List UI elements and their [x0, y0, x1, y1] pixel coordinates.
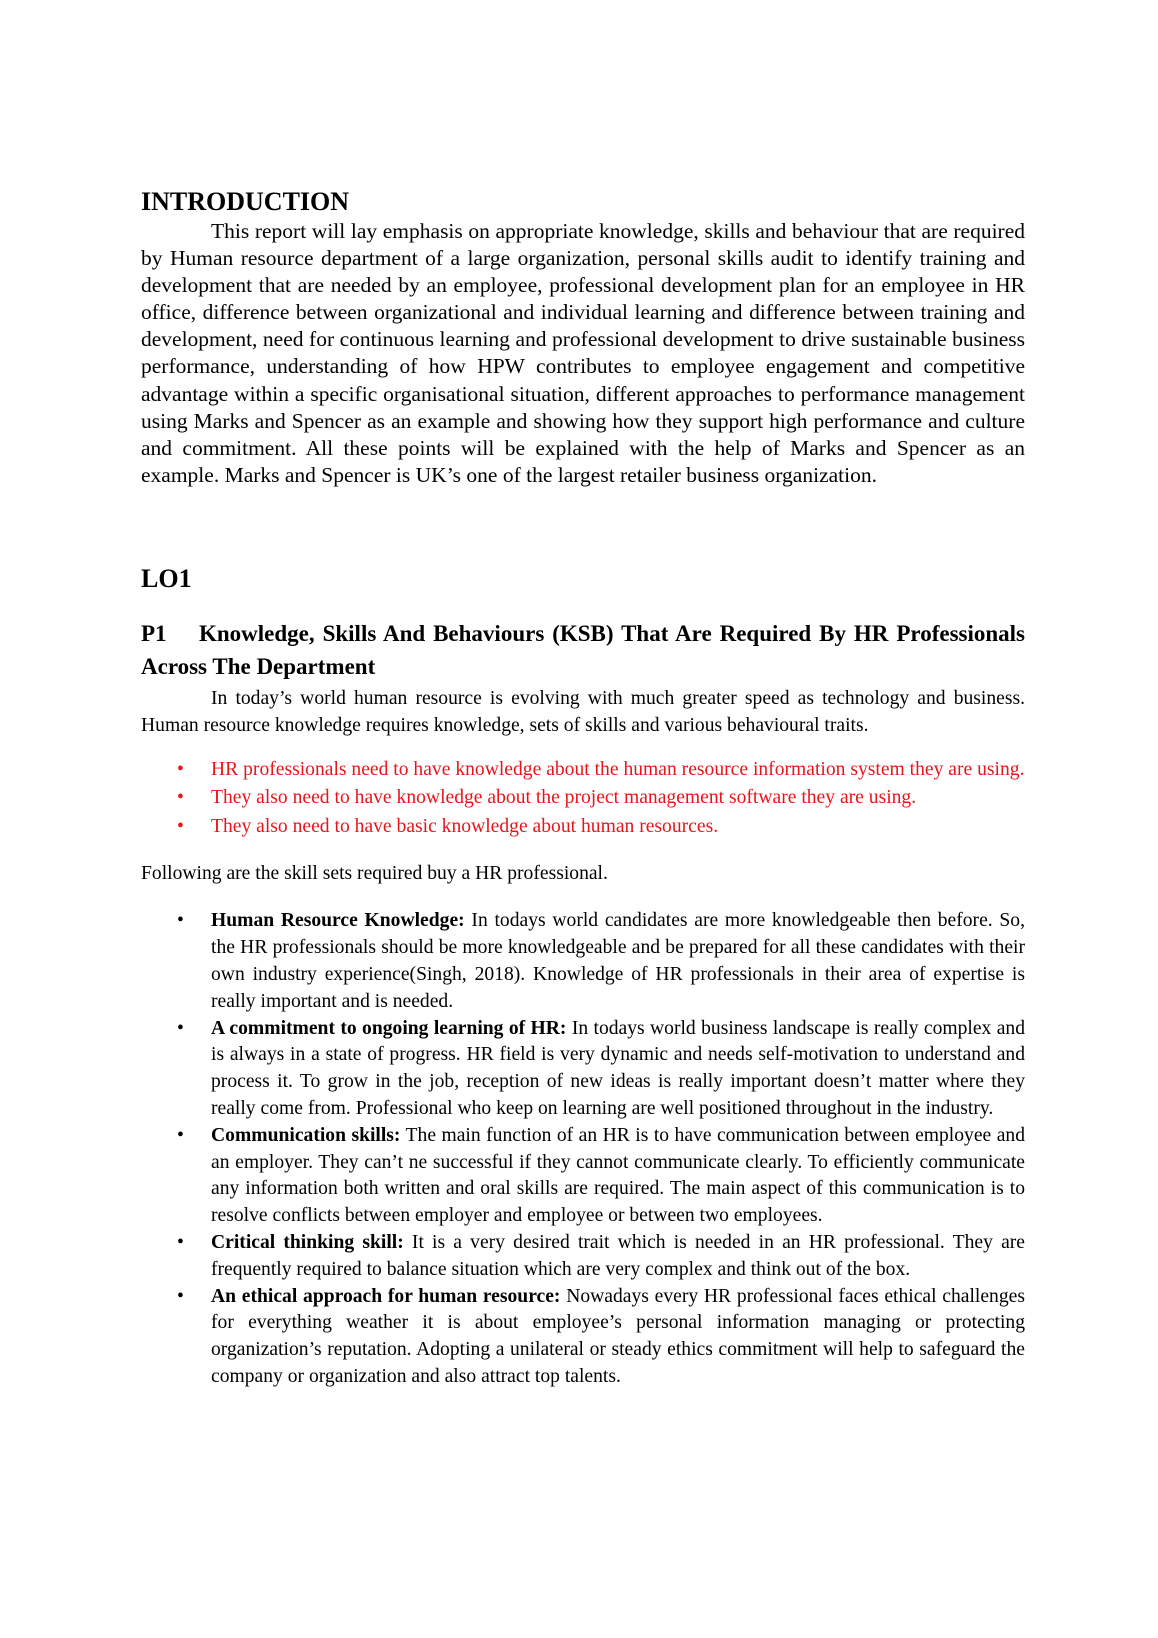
list-item-text: They also need to have basic knowledge about human resources.	[211, 815, 719, 837]
p1-title: Knowledge, Skills And Behaviours (KSB) That Are Required By HR Professionals Across The Department	[141, 620, 1025, 679]
list-item-text: They also need to have knowledge about the project management software they are using.	[211, 787, 917, 809]
list-item	[141, 1016, 1025, 1123]
list-item-text: HR professionals need to have knowledge about the human resource information system they are using.	[211, 758, 1025, 780]
introduction-heading: INTRODUCTION	[141, 187, 350, 216]
list-item	[141, 813, 1025, 842]
list-item	[141, 1123, 1025, 1230]
bullet-icon: •	[177, 758, 184, 780]
bullet-icon: •	[177, 1124, 184, 1146]
introduction-paragraph: This report will lay emphasis on appropriate knowledge, skills and behaviour that are required by Human resource department of a large organization, personal skills audit to identify training and development that are needed by an employee, professional development plan for an employee in HR office, difference between organizational and individual learning and difference between training and development, need for continuous learning and professional development to drive sustainable business performance, understanding of how HPW contributes to employee engagement and competitive advantage within a specific organisational situation, different approaches to performance management using Marks and Spencer as an example and showing how they support high performance and culture and commitment. All these points will be explained with the help of Marks and Spencer as an example. Marks and Spencer is UK’s one of the largest retailer business organization.	[141, 219, 1025, 487]
list-item	[141, 908, 1025, 1015]
p1-paragraph: In today’s world human resource is evolving with much greater speed as technology and business. Human resource knowledge requires knowledge, sets of skills and various behavioural traits.	[141, 687, 1025, 736]
bullet-icon: •	[177, 1285, 184, 1307]
list-item	[141, 756, 1025, 785]
skills-intro-text: Following are the skill sets required buy a HR professional.	[141, 863, 608, 885]
bullet-icon: •	[177, 815, 184, 837]
list-item	[141, 784, 1025, 813]
skill-term: Communication skills:	[211, 1124, 401, 1146]
bullet-icon: •	[177, 1232, 184, 1253]
skill-term: Human Resource Knowledge:	[211, 910, 465, 932]
document-page	[141, 186, 1025, 1391]
skill-term: An ethical approach for human resource:	[211, 1285, 561, 1307]
bullet-icon: •	[177, 787, 184, 809]
lo1-heading: LO1	[141, 563, 192, 593]
skill-text: In todays world candidates are more knowledgeable then before. So, the HR professionals should be more knowledgeable and be prepared for all these candidates with their own industry experience(Singh, 2018). Knowledge of HR professionals in their area of expertise is really important and is needed.	[211, 910, 1025, 1012]
skill-term: Critical thinking skill:	[211, 1232, 404, 1253]
skills-list	[141, 908, 1025, 1390]
bullet-icon: •	[177, 910, 184, 932]
hr-knowledge-list	[141, 756, 1025, 842]
skill-term: A commitment to ongoing learning of HR:	[211, 1017, 567, 1039]
bullet-icon: •	[177, 1017, 184, 1039]
skill-text: The main function of an HR is to have communication between employee and an employer. They can’t ne successful if they cannot communicate clearly. To efficiently communicate any information both written and oral skills are required. The main aspect of this communication is to resolve conflicts between employer and employee or between two employees.	[211, 1124, 1025, 1227]
list-item	[141, 1230, 1025, 1284]
skill-text: In todays world business landscape is really complex and is always in a state of progress. HR field is very dynamic and needs self-motivation to understand and process it. To grow in the job, reception of new ideas is really important doesn’t matter where they really come from. Professional who keep on learning are well positioned throughout in the industry.	[211, 1017, 1025, 1120]
skill-text: It is a very desired trait which is needed in an HR professional. They are frequently required to balance situation which are very complex and think out of the box.	[211, 1232, 1025, 1280]
p1-heading	[141, 617, 1025, 683]
list-item	[141, 1284, 1025, 1391]
skill-text: Nowadays every HR professional faces ethical challenges for everything weather it is about employee’s personal information managing or protecting organization’s reputation. Adopting a unilateral or steady ethics commitment will help to safeguard the company or organization and also attract top talents.	[211, 1285, 1025, 1387]
p1-number: P1	[141, 620, 167, 646]
